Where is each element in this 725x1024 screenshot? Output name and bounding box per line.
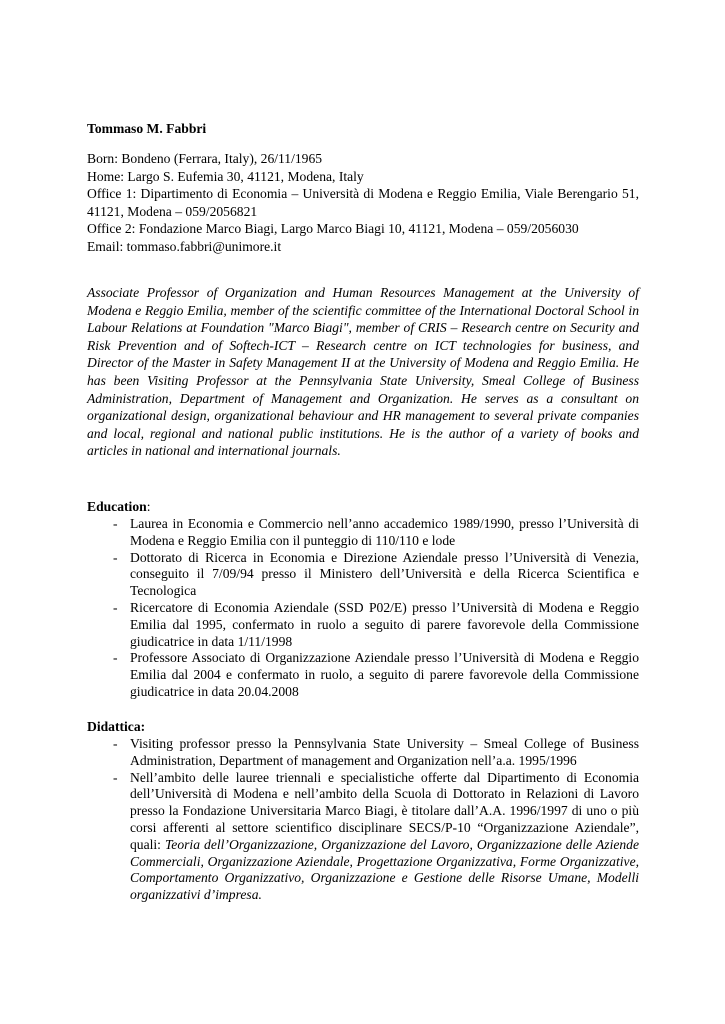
dash-bullet: -	[113, 736, 118, 751]
list-item	[87, 770, 639, 904]
education-item-text: Laurea in Economia e Commercio nell’anno accademico 1989/1990, presso l’Università di Modena e Reggio Emilia con il punteggio di 110/110 e lode	[130, 516, 639, 548]
education-heading-colon: :	[146, 499, 151, 514]
didattica-heading: Didattica:	[87, 719, 146, 734]
education-item-text: Ricercatore di Economia Aziendale (SSD P02/E) presso l’Università di Modena e Reggio Emilia dal 1995, confermato in ruolo a seguito di parere favorevole della Commissione giudicatrice in data 1/11/1998	[130, 599, 639, 649]
born-line: Born: Bondeno (Ferrara, Italy), 26/11/1965	[87, 151, 323, 166]
didattica-list	[87, 736, 639, 904]
dash-bullet: -	[113, 769, 118, 785]
email-line: Email: tommaso.fabbri@unimore.it	[87, 238, 282, 254]
list-item	[87, 516, 639, 550]
home-line: Home: Largo S. Eufemia 30, 41121, Modena, Italy	[87, 168, 364, 184]
dash-bullet: -	[113, 599, 118, 615]
office2-line: Office 2: Fondazione Marco Biagi, Largo Marco Biagi 10, 41121, Modena – 059/2056030	[87, 221, 579, 237]
dash-bullet: -	[113, 516, 118, 531]
person-name: Tommaso M. Fabbri	[87, 121, 207, 136]
education-item-text: Dottorato di Ricerca in Economia e Direzione Aziendale presso l’Università di Venezia, conseguito il 7/09/94 presso il Ministero dell’Università e della Ricerca Scientifica e Tecnologica	[130, 549, 639, 599]
course-list: Teoria dell’Organizzazione, Organizzazione del Lavoro, Organizzazione delle Aziende Commerciali, Organizzazione Aziendale, Progettazione Organizzativa, Forme Organizzative, Comportamento Organizzativo, Organizzazione e Gestione delle Risorse Umane, Modelli organizzativi d’impresa.	[130, 836, 640, 903]
didattica-item-text: Visiting professor presso la Pennsylvania State University – Smeal College of Business Administration, Department of management and Organization nell’a.a. 1995/1996	[130, 736, 639, 768]
education-heading	[87, 498, 639, 516]
list-item	[87, 650, 639, 700]
education-list	[87, 516, 639, 701]
didattica-item-text: Nell’ambito delle lauree triennali e specialistiche offerte dal Dipartimento di Economia dell’Università di Modena e nell’ambito della Scuola di Dottorato in Relazioni di Lavoro presso la Fondazione Universitaria Marco Biagi, è titolare dall’A.A. 1996/1997 di uno o più corsi afferenti al settore scientifico disciplinare SECS/P-10 “Organizzazione Aziendale”, quali:	[130, 769, 639, 852]
list-item	[87, 550, 639, 600]
education-heading-text: Education	[87, 499, 147, 514]
dash-bullet: -	[113, 650, 118, 666]
contact-block	[87, 150, 639, 256]
office1-line: Office 1: Dipartimento di Economia – Università di Modena e Reggio Emilia, Viale Berengario 51, 41121, Modena – 059/2056821	[87, 186, 639, 219]
list-item	[87, 736, 639, 770]
dash-bullet: -	[113, 549, 118, 565]
bio-paragraph: Associate Professor of Organization and Human Resources Management at the University of Modena e Reggio Emilia, member of the scientific committee of the International Doctoral School in Labour Relations at Foundation "Marco Biagi", member of CRIS – Research centre on Security and Risk Prevention and of Softech-ICT – Research centre on ICT technologies for business, and Director of the Master in Safety Management II at the University of Modena and Reggio Emilia. He has been Visiting Professor at the Pennsylvania State University, Smeal College of Business Administration, Department of Management and Organization. He serves as a consultant on organizational design, organizational behaviour and HR management to several private companies and local, regional and national public institutions. He is the author of a variety of books and articles in national and international journals.	[87, 285, 639, 459]
list-item	[87, 600, 639, 650]
education-item-text: Professore Associato di Organizzazione Aziendale presso l’Università di Modena e Reggio Emilia dal 2004 e confermato in ruolo, a seguito di parere favorevole della Commissione giudicatrice in data 20.04.2008	[130, 650, 639, 699]
